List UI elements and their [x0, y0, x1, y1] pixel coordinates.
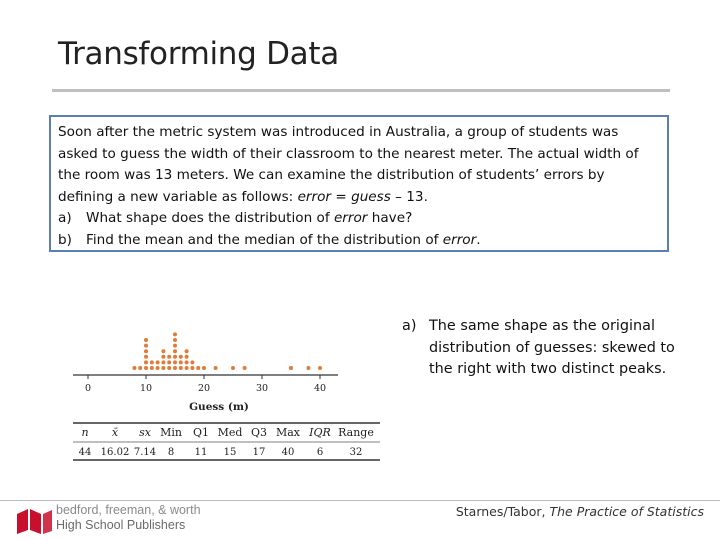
- formula-guess: guess: [351, 188, 391, 205]
- answer-a: [402, 316, 702, 381]
- dot-mark: [173, 332, 177, 336]
- dot-mark: [161, 360, 165, 364]
- title-divider: [52, 89, 670, 92]
- ticks-layer: [85, 375, 326, 394]
- question-a: [58, 208, 660, 230]
- dot-mark: [289, 366, 293, 370]
- dot-mark: [132, 366, 136, 370]
- dot-mark: [150, 366, 154, 370]
- answer-a-label: a): [402, 318, 417, 334]
- dot-mark: [243, 366, 247, 370]
- question-b-label: b): [58, 231, 72, 248]
- problem-box: [49, 115, 669, 252]
- stats-value: 6: [316, 447, 324, 458]
- dot-mark: [306, 366, 310, 370]
- dot-mark: [161, 355, 165, 359]
- x-tick-label: 20: [197, 383, 211, 394]
- dot-mark: [179, 366, 183, 370]
- question-b: [58, 230, 660, 252]
- question-a-text: What shape does the distribution of: [86, 210, 334, 227]
- question-b-text: Find the mean and the median of the distribution of: [86, 231, 443, 248]
- stats-value: 15: [223, 447, 237, 458]
- dot-mark: [144, 349, 148, 353]
- dot-mark: [173, 349, 177, 353]
- dot-mark: [173, 360, 177, 364]
- problem-intro: [58, 122, 660, 208]
- dot-mark: [161, 349, 165, 353]
- dot-mark: [231, 366, 235, 370]
- x-tick-label: 0: [84, 383, 92, 394]
- dot-mark: [144, 344, 148, 348]
- dot-mark: [196, 366, 200, 370]
- footer-divider: [0, 500, 720, 501]
- formula-equals: =: [331, 188, 352, 205]
- brand-subtitle: High School Publishers: [56, 518, 186, 532]
- stats-value: 40: [281, 447, 295, 458]
- x-tick-label: 30: [255, 383, 269, 394]
- question-a-em: error: [333, 210, 368, 227]
- dot-mark: [190, 360, 194, 364]
- slide-title: Transforming Data: [58, 36, 339, 72]
- stats-header: Q1: [192, 426, 210, 439]
- dot-mark: [167, 355, 171, 359]
- stats-value: 44: [78, 447, 92, 458]
- dot-mark: [161, 366, 165, 370]
- dot-mark: [173, 355, 177, 359]
- x-tick-label: 10: [139, 383, 153, 394]
- question-b-end: .: [476, 231, 481, 248]
- problem-intro-text: Soon after the metric system was introduced in Australia, a group of students was asked to guess the width of their classroom to the nearest meter. The actual width of the room was 13 meters. We can examine the distribution of students’ errors by defining a new variable as follows:: [58, 124, 639, 205]
- dot-mark: [144, 366, 148, 370]
- stats-header: n: [81, 426, 89, 439]
- dot-mark: [185, 366, 189, 370]
- dot-mark: [202, 366, 206, 370]
- dot-mark: [173, 344, 177, 348]
- formula-error: error: [297, 188, 332, 205]
- formula-rest: – 13.: [390, 188, 428, 205]
- question-a-label: a): [58, 210, 72, 227]
- dot-mark: [167, 366, 171, 370]
- dot-mark: [138, 366, 142, 370]
- stats-value: 32: [349, 447, 363, 458]
- x-tick-label: 40: [313, 383, 327, 394]
- stats-header: Max: [275, 426, 301, 439]
- dot-mark: [173, 338, 177, 342]
- dot-mark: [144, 355, 148, 359]
- dot-mark: [185, 360, 189, 364]
- dot-mark: [318, 366, 322, 370]
- stats-value: 17: [252, 447, 266, 458]
- dot-mark: [179, 360, 183, 364]
- dot-mark: [156, 366, 160, 370]
- stats-header: sx: [139, 426, 151, 439]
- citation-authors: Starnes/Tabor,: [455, 504, 550, 519]
- stats-value: 8: [167, 447, 175, 458]
- citation-book: The Practice of Statistics: [549, 504, 704, 519]
- publisher-logo-icon: [14, 504, 54, 536]
- question-a-end: have?: [367, 210, 413, 227]
- dot-mark: [150, 360, 154, 364]
- dot-mark: [185, 355, 189, 359]
- dot-mark: [185, 349, 189, 353]
- stats-header: Range: [338, 426, 374, 439]
- dot-mark: [173, 366, 177, 370]
- stats-value: 7.14: [133, 447, 157, 458]
- dots-layer: [132, 332, 322, 370]
- question-b-em: error: [442, 231, 477, 248]
- stats-value: 11: [194, 447, 208, 458]
- stats-header: IQR: [309, 426, 331, 439]
- answer-a-text: The same shape as the original distribution of guesses: skewed to the right with two distinct peaks.: [429, 318, 675, 378]
- dot-mark: [156, 360, 160, 364]
- dot-mark: [144, 360, 148, 364]
- stats-value: 16.02: [100, 447, 130, 458]
- dot-mark: [179, 355, 183, 359]
- dot-mark: [167, 360, 171, 364]
- stats-header: Q3: [250, 426, 268, 439]
- x-axis-label: Guess (m): [189, 401, 249, 413]
- dot-mark: [190, 366, 194, 370]
- stats-header: Min: [160, 426, 182, 439]
- stats-header: Med: [217, 426, 243, 439]
- stats-header: x̄: [111, 426, 119, 439]
- dot-mark: [214, 366, 218, 370]
- brand-name: bedford, freeman, & worth: [56, 503, 201, 517]
- citation: [456, 504, 704, 519]
- dot-mark: [144, 338, 148, 342]
- guess-dotplot: [70, 318, 382, 468]
